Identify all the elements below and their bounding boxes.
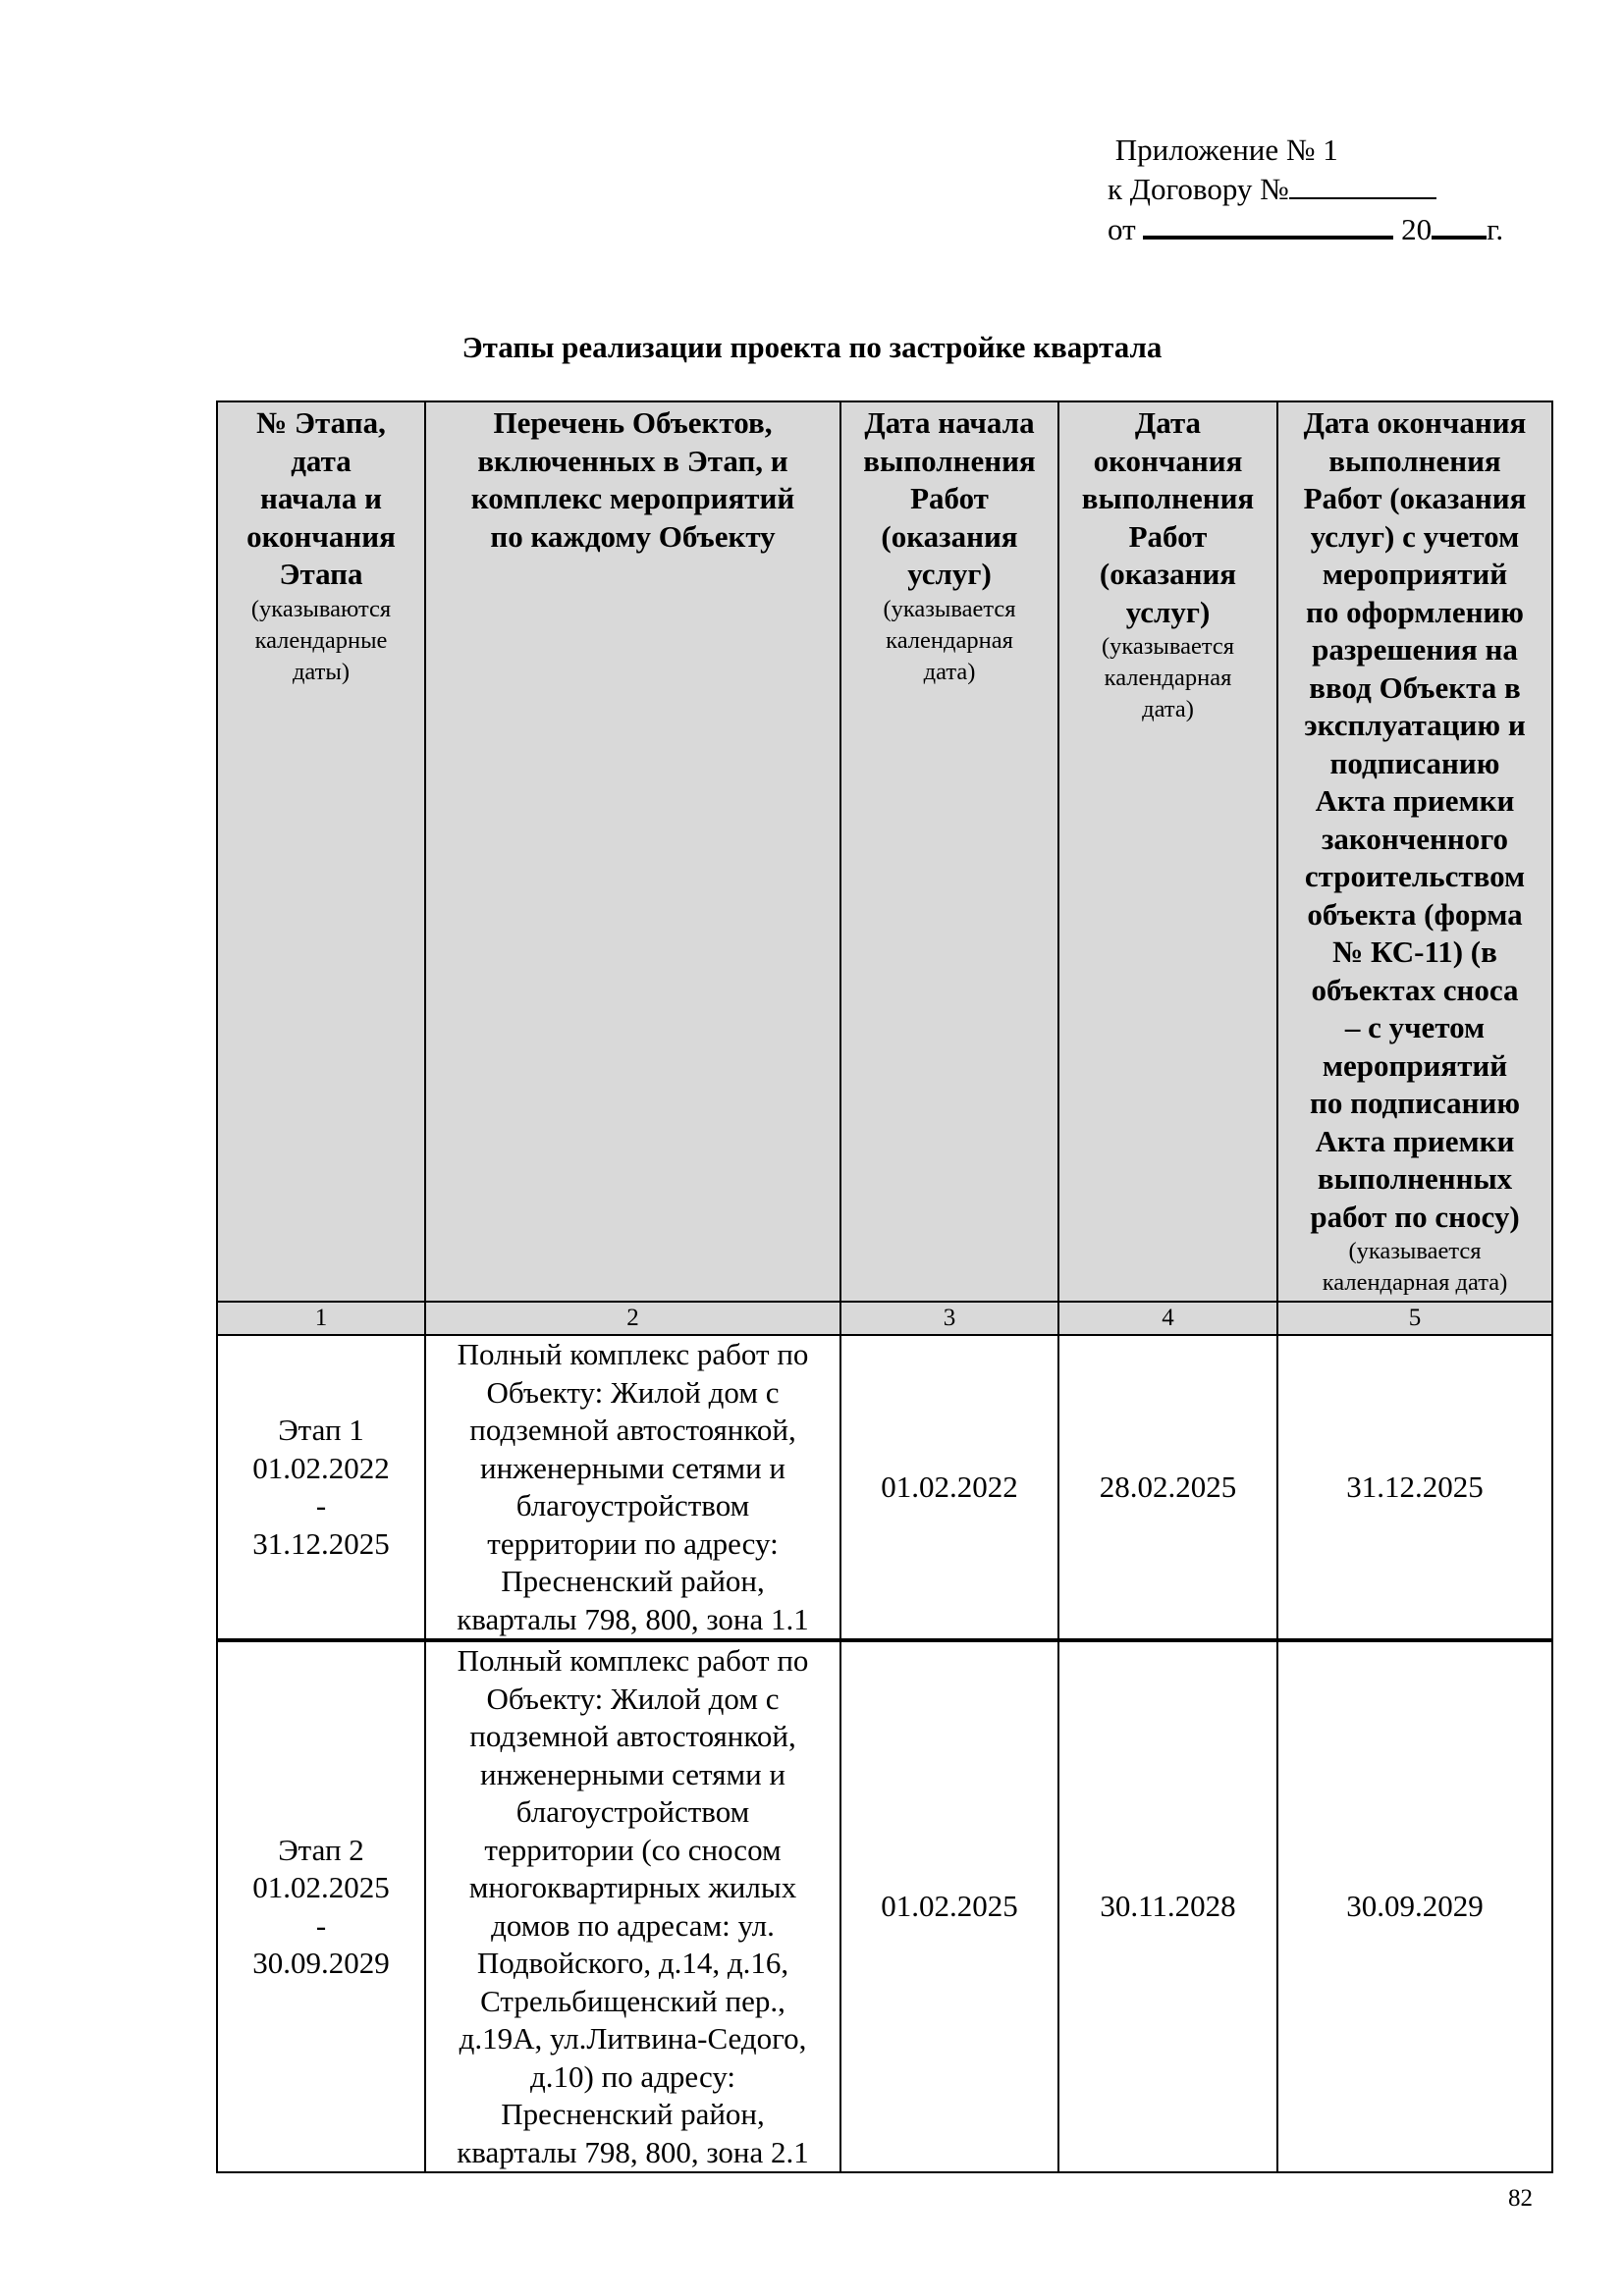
cell-text-line: кварталы 798, 800, зона 1.1: [457, 1601, 809, 1636]
end-with-permit-date-cell: 30.09.2029: [1277, 1640, 1552, 2172]
cell-text-line: инженерными сетями и: [479, 1450, 785, 1485]
page-number: 82: [1508, 2185, 1533, 2212]
stage-cell: [217, 1335, 425, 1640]
header-label-line: Перечень Объектов,: [493, 405, 773, 440]
header-label-line: Дата: [1134, 405, 1202, 440]
header-note-line: календарные: [254, 626, 388, 654]
cell-text-line: инженерными сетями и: [479, 1756, 785, 1791]
header-label-line: окончания: [246, 518, 396, 554]
end-date-cell: 28.02.2025: [1058, 1335, 1277, 1640]
cell-text-line: 01.02.2025: [252, 1870, 390, 1904]
header-label-line: по каждому Объекту: [490, 518, 776, 554]
document-title: Этапы реализации проекта по застройке квартала: [461, 330, 1163, 364]
year-blank: [1432, 208, 1487, 240]
header-note-line: календарная: [886, 626, 1013, 654]
header-label-line: включенных в Этап, и: [477, 443, 788, 478]
column-number-row: [217, 1302, 1552, 1335]
header-label-line: строительством: [1304, 859, 1526, 893]
cell-text-line: -: [315, 1488, 327, 1522]
header-label-line: мероприятий: [1322, 1047, 1508, 1083]
header-label-line: Работ (оказания: [1303, 481, 1527, 515]
header-note-line: (указывается: [883, 595, 1016, 622]
column-number: 1: [217, 1302, 425, 1335]
stage-cell: [217, 1640, 425, 2172]
cell-text-line: 01.02.2022: [252, 1450, 390, 1485]
appendix-number: [1108, 132, 1503, 170]
table-header-row: [217, 401, 1552, 1302]
header-label-line: услуг): [907, 557, 992, 591]
cell-text-line: 31.12.2025: [252, 1525, 390, 1561]
header-label-line: Дата начала: [864, 405, 1035, 440]
header-label-line: по оформлению: [1305, 594, 1524, 629]
header-label-line: ввод Объекта в: [1309, 669, 1521, 705]
cell-text-line: благоустройством: [515, 1488, 750, 1522]
contract-date-line: [1108, 208, 1503, 249]
cell-text-line: Подвойского, д.14, д.16,: [476, 1946, 789, 1980]
header-label-line: объектах сноса: [1311, 972, 1519, 1007]
column-number: 4: [1058, 1302, 1277, 1335]
cell-text-line: Объекту: Жилой дом с: [486, 1374, 780, 1410]
appendix-reference: [1108, 132, 1503, 249]
cell-text-line: д.19А, ул.Литвина-Седого,: [459, 2021, 807, 2056]
header-label-line: начала и: [260, 481, 382, 515]
date-label: от: [1108, 212, 1136, 246]
cell-text-line: Пресненский район,: [501, 1564, 765, 1598]
header-label-line: дата: [291, 443, 352, 478]
year-suffix: г.: [1487, 212, 1504, 246]
start-date-cell: 01.02.2025: [840, 1640, 1058, 2172]
cell-text-line: 30.09.2029: [252, 1946, 390, 1980]
header-label-line: мероприятий: [1322, 557, 1508, 591]
header-label-line: № КС-11) (в: [1332, 934, 1497, 969]
cell-text-line: Этап 1: [278, 1413, 364, 1447]
cell-text-line: д.10) по адресу:: [529, 2058, 736, 2094]
appendix-title: Приложение № 1: [1114, 133, 1338, 167]
header-note-line: (указывается: [1348, 1238, 1482, 1264]
cell-text-line: Объекту: Жилой дом с: [486, 1681, 780, 1716]
header-label-line: (оказания: [1099, 557, 1237, 591]
start-date-cell: 01.02.2022: [840, 1335, 1058, 1640]
header-note-line: календарная: [1104, 665, 1232, 691]
cell-text-line: подземной автостоянкой,: [469, 1719, 796, 1753]
cell-text-line: Полный комплекс работ по: [457, 1643, 809, 1678]
header-label-line: (оказания: [881, 518, 1018, 554]
year-prefix: 20: [1401, 212, 1433, 246]
header-note-line: дата): [923, 658, 976, 685]
cell-text-line: территории (со сносом: [484, 1832, 782, 1867]
header-note-line: календарная дата): [1322, 1269, 1508, 1296]
table-row: [217, 1335, 1552, 1640]
header-label-line: эксплуатацию и: [1304, 708, 1526, 742]
cell-text-line: подземной автостоянкой,: [469, 1413, 796, 1447]
table-row: [217, 1640, 1552, 2172]
header-cell: [217, 401, 425, 1302]
end-date-cell: 30.11.2028: [1058, 1640, 1277, 2172]
contract-number-blank: [1289, 170, 1436, 199]
header-label-line: – с учетом: [1344, 1010, 1486, 1044]
column-number: 2: [425, 1302, 840, 1335]
header-label-line: Этапа: [279, 557, 363, 591]
cell-text-line: Этап 2: [278, 1832, 364, 1867]
cell-text-line: домов по адресам: ул.: [491, 1907, 775, 1943]
header-label-line: законченного: [1321, 821, 1509, 856]
header-note-line: (указываются: [250, 595, 392, 622]
objects-cell: [425, 1335, 840, 1640]
cell-text-line: -: [315, 1907, 327, 1943]
header-label-line: комплекс мероприятий: [470, 481, 795, 515]
header-label-line: подписанию: [1329, 745, 1500, 780]
cell-text-line: Стрельбищенский пер.,: [480, 1983, 785, 2018]
header-cell: [840, 401, 1058, 1302]
column-number: 5: [1277, 1302, 1552, 1335]
contract-number-line: [1108, 170, 1503, 209]
cell-text-line: благоустройством: [515, 1794, 750, 1829]
header-label-line: Дата окончания: [1303, 405, 1527, 440]
header-label-line: окончания: [1093, 443, 1243, 478]
header-label-line: услуг): [1125, 594, 1211, 629]
header-label-line: выполнения: [1328, 443, 1501, 478]
header-note-line: (указывается: [1101, 633, 1235, 660]
header-label-line: Работ: [910, 481, 989, 515]
cell-text-line: территории по адресу:: [487, 1525, 779, 1561]
header-label-line: Акта приемки: [1315, 783, 1515, 818]
cell-text-line: многоквартирных жилых: [468, 1870, 797, 1904]
header-label-line: по подписанию: [1309, 1086, 1521, 1120]
cell-text-line: кварталы 798, 800, зона 2.1: [457, 2134, 809, 2169]
header-label-line: услуг) с учетом: [1310, 518, 1520, 554]
cell-text-line: Полный комплекс работ по: [457, 1337, 809, 1371]
header-label-line: Акта приемки: [1315, 1123, 1515, 1158]
header-note-line: даты): [292, 658, 351, 685]
column-number: 3: [840, 1302, 1058, 1335]
header-label-line: выполнения: [863, 443, 1036, 478]
header-cell: [1277, 401, 1552, 1302]
date-blank: [1143, 208, 1393, 240]
header-label-line: выполнения: [1081, 481, 1255, 515]
contract-label: к Договору №: [1108, 171, 1289, 206]
header-label-line: № Этапа,: [256, 405, 386, 440]
header-cell: [425, 401, 840, 1302]
header-label-line: разрешения на: [1312, 632, 1518, 667]
header-note-line: дата): [1142, 696, 1194, 722]
header-label-line: работ по сносу): [1310, 1199, 1520, 1234]
stages-table: [216, 400, 1553, 2173]
header-label-line: объекта (форма: [1307, 896, 1523, 932]
header-cell: [1058, 401, 1277, 1302]
objects-cell: [425, 1640, 840, 2172]
cell-text-line: Пресненский район,: [501, 2097, 765, 2131]
header-label-line: выполненных: [1317, 1161, 1513, 1196]
end-with-permit-date-cell: 31.12.2025: [1277, 1335, 1552, 1640]
header-label-line: Работ: [1128, 518, 1208, 554]
